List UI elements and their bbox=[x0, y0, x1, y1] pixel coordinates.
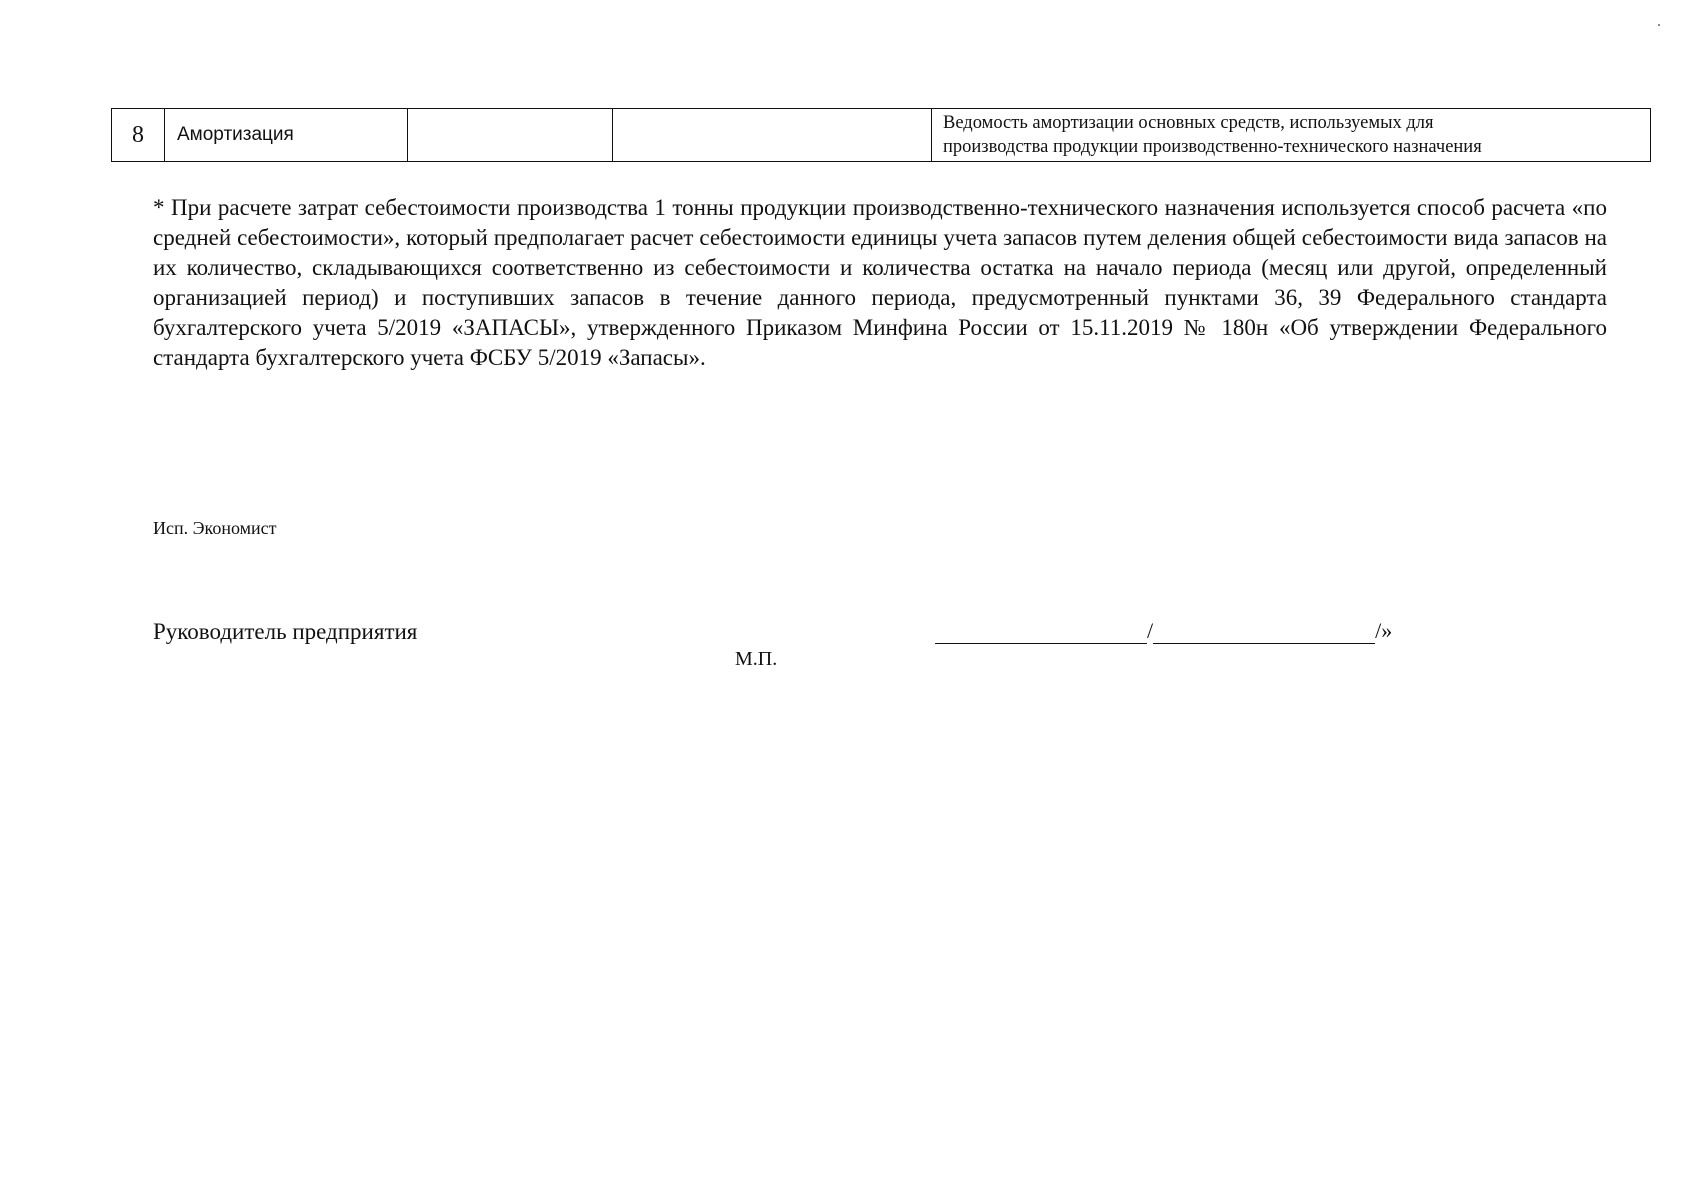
scan-artifact-dot bbox=[1658, 24, 1660, 26]
row-number-cell: 8 bbox=[112, 109, 165, 162]
empty-cell-2 bbox=[613, 109, 932, 162]
signature-blank bbox=[935, 617, 1147, 644]
footnote-paragraph: * При расчете затрат себестоимости производства 1 тонны продукции производственно-технического назначения используется способ расчета «по средней себестоимости», который предполагает расчет себестоимости единицы учета запасов путем деления общей себестоимости вида запасов на их количество, складывающихся соответственно из себестоимости и количества остатка на начало периода (месяц или другой, определенный организацией период) и поступивших запасов в течение данного периода, предусмотренный пунктами 36, 39 Федерального стандарта бухгалтерского учета 5/2019 «ЗАПАСЫ», утвержденного Приказом Минфина России от 15.11.2019 № 180н «Об утверждении Федерального стандарта бухгалтерского учета ФСБУ 5/2019 «Запасы». bbox=[153, 195, 1607, 370]
table-row bbox=[112, 109, 1651, 162]
name-blank bbox=[1153, 617, 1375, 644]
signature-separator: / bbox=[1147, 618, 1154, 643]
source-document-line-2: производства продукции производственно-технического назначения bbox=[943, 137, 1482, 157]
signature-line bbox=[935, 617, 1392, 644]
stamp-place-label: М.П. bbox=[735, 648, 778, 670]
signature-closing: /» bbox=[1375, 618, 1393, 643]
source-document-line-1: Ведомость амортизации основных средств, используемых для bbox=[943, 113, 1434, 133]
cost-table-fragment bbox=[111, 108, 1651, 162]
head-of-enterprise-label: Руководитель предприятия bbox=[153, 619, 418, 644]
empty-cell-1 bbox=[408, 109, 613, 162]
executor-label: Исп. Экономист bbox=[153, 518, 277, 538]
cost-item-name-cell: Амортизация bbox=[165, 109, 408, 162]
source-document-cell bbox=[932, 109, 1651, 162]
